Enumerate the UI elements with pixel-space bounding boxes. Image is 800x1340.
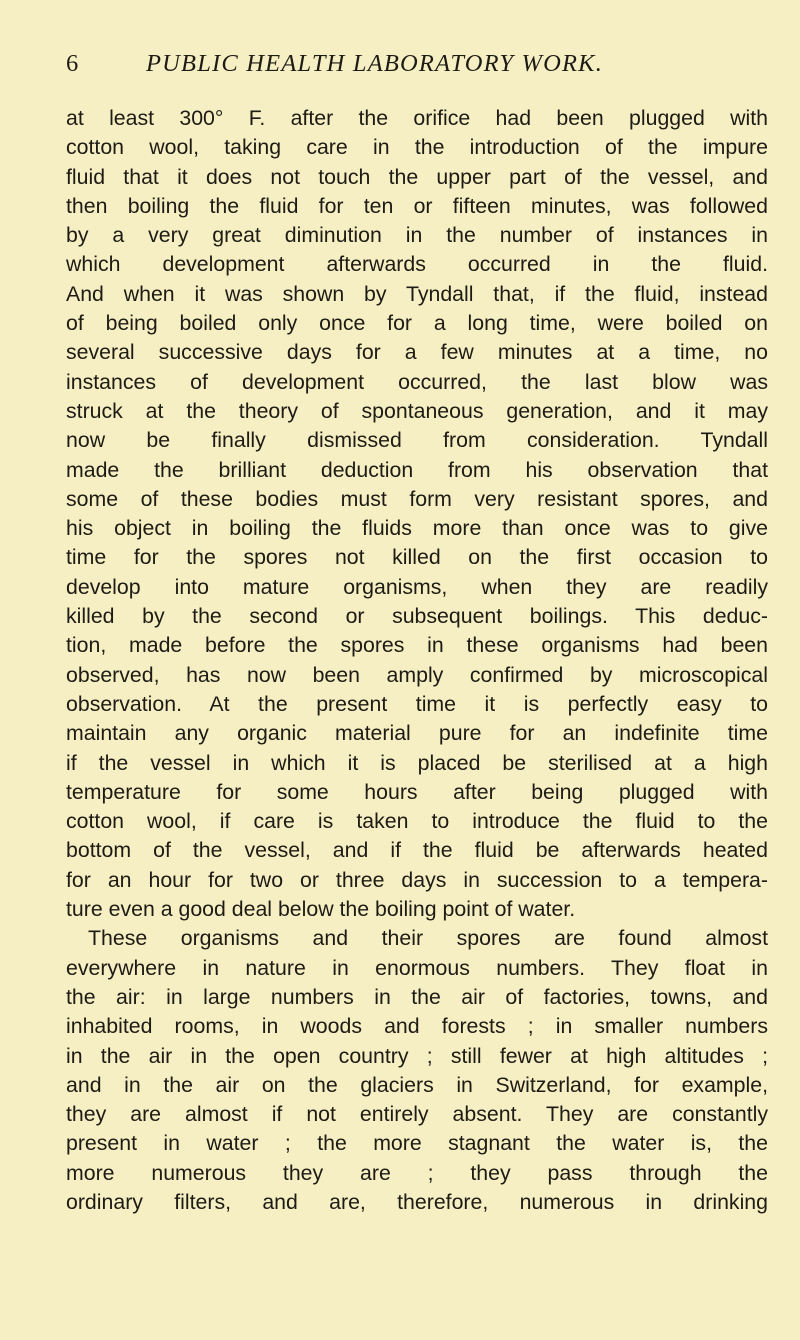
text-line: if the vessel in which it is placed be sterilised at a high bbox=[66, 750, 768, 775]
page-number: 6 bbox=[66, 50, 80, 77]
text-line: cotton wool, if care is taken to introduce the fluid to the bbox=[66, 809, 768, 834]
text-line: inhabited rooms, in woods and forests ; in smaller numbers bbox=[66, 1014, 768, 1039]
text-line: for an hour for two or three days in succession to a tempera- bbox=[66, 867, 768, 892]
running-header bbox=[66, 50, 766, 90]
text-line: temperature for some hours after being plugged with bbox=[66, 779, 768, 804]
text-line: And when it was shown by Tyndall that, if the fluid, instead bbox=[66, 281, 768, 306]
text-line: killed by the second or subsequent boilings. This deduc- bbox=[66, 604, 768, 629]
text-line: ture even a good deal below the boiling point of water. bbox=[66, 897, 576, 922]
text-line: These organisms and their spores are found almost bbox=[88, 926, 768, 951]
text-line: the air: in large numbers in the air of factories, towns, and bbox=[66, 984, 768, 1009]
text-line: which development afterwards occurred in the fluid. bbox=[66, 252, 768, 277]
text-line: in the air in the open country ; still fewer at high altitudes ; bbox=[66, 1043, 768, 1068]
text-line: instances of development occurred, the last blow was bbox=[66, 369, 768, 394]
text-line: cotton wool, taking care in the introduction of the impure bbox=[66, 135, 768, 160]
text-line: and in the air on the glaciers in Switzerland, for example, bbox=[66, 1072, 768, 1097]
text-line: observed, has now been amply confirmed by microscopical bbox=[66, 662, 768, 687]
text-line: ordinary filters, and are, therefore, numerous in drinking bbox=[66, 1189, 768, 1214]
text-line: they are almost if not entirely absent. They are constantly bbox=[66, 1102, 768, 1127]
body-text bbox=[66, 104, 768, 1217]
text-line: present in water ; the more stagnant the water is, the bbox=[66, 1131, 768, 1156]
text-line: bottom of the vessel, and if the fluid be afterwards heated bbox=[66, 838, 768, 863]
text-line: struck at the theory of spontaneous generation, and it may bbox=[66, 398, 768, 423]
text-line: everywhere in nature in enormous numbers. They float in bbox=[66, 955, 768, 980]
text-line: of being boiled only once for a long time, were boiled on bbox=[66, 311, 768, 336]
text-line: his object in boiling the fluids more than once was to give bbox=[66, 516, 768, 541]
text-line: fluid that it does not touch the upper part of the vessel, and bbox=[66, 164, 768, 189]
text-line: by a very great diminution in the number of instances in bbox=[66, 223, 768, 248]
text-line: some of these bodies must form very resistant spores, and bbox=[66, 486, 768, 511]
text-line: observation. At the present time it is perfectly easy to bbox=[66, 691, 768, 716]
text-line: maintain any organic material pure for an indefinite time bbox=[66, 721, 768, 746]
text-line: made the brilliant deduction from his observation that bbox=[66, 457, 768, 482]
text-line: tion, made before the spores in these organisms had been bbox=[66, 633, 768, 658]
text-line: now be finally dismissed from consideration. Tyndall bbox=[66, 428, 768, 453]
text-line: then boiling the fluid for ten or fifteen minutes, was followed bbox=[66, 193, 768, 218]
paragraph bbox=[66, 924, 768, 1217]
text-line: time for the spores not killed on the first occasion to bbox=[66, 545, 768, 570]
paragraph bbox=[66, 104, 768, 924]
text-line: develop into mature organisms, when they are readily bbox=[66, 574, 768, 599]
text-line: more numerous they are ; they pass through the bbox=[66, 1160, 768, 1185]
running-title: PUBLIC HEALTH LABORATORY WORK. bbox=[146, 50, 604, 77]
text-line: several successive days for a few minutes at a time, no bbox=[66, 340, 768, 365]
text-line: at least 300° F. after the orifice had been plugged with bbox=[66, 106, 768, 130]
